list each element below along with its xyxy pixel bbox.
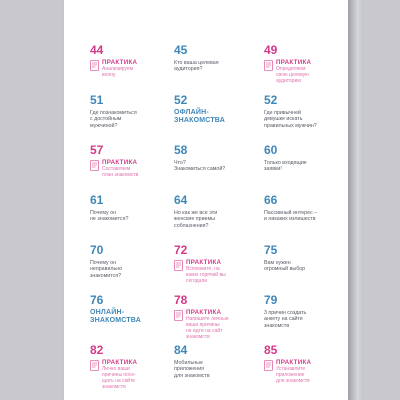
entry-title: Почему он не знакомится? xyxy=(90,210,129,223)
toc-section-entry xyxy=(90,294,154,341)
page-number: 64 xyxy=(174,193,188,207)
page-number: 72 xyxy=(174,243,188,257)
table-of-contents xyxy=(90,44,330,394)
entry-title: Где познакомиться с достойным мужчиной? xyxy=(90,110,137,129)
practice-title: Вспомните, на каких горячий вы сегодали xyxy=(186,266,226,284)
toc-entry xyxy=(90,94,154,141)
toc-entry xyxy=(264,94,336,141)
entry-title: Но как же все эти женские приемы соблазнения? xyxy=(174,210,218,229)
document-icon xyxy=(264,60,273,71)
page-number: 76 xyxy=(90,293,104,307)
practice-title: Анализируем волну xyxy=(102,66,134,78)
practice-block xyxy=(264,359,336,384)
page-number: 44 xyxy=(90,43,104,57)
toc-entry xyxy=(264,194,336,241)
practice-block xyxy=(174,259,244,284)
practice-block xyxy=(90,59,154,78)
practice-label: ПРАКТИКА xyxy=(276,359,312,366)
entry-title: 3 причин создать анкету на сайте знакомств xyxy=(264,310,307,329)
toc-practice-entry xyxy=(264,344,336,391)
toc-practice-entry xyxy=(264,44,336,91)
entry-title: Только входящие заявки! xyxy=(264,160,307,173)
book-spine xyxy=(348,0,364,400)
toc-entry xyxy=(90,244,154,291)
page-number: 49 xyxy=(264,43,278,57)
practice-block xyxy=(264,59,336,84)
toc-entry xyxy=(264,144,336,191)
page-number: 70 xyxy=(90,243,104,257)
practice-title: Лично ваши причины посе- щать на сайте знакомств xyxy=(102,366,136,390)
practice-label: ПРАКТИКА xyxy=(102,59,138,66)
practice-title: Устанавлите приложение для знакомств xyxy=(276,366,310,384)
page-number: 82 xyxy=(90,343,104,357)
toc-entry xyxy=(264,244,336,291)
practice-title: Определяем свою целевую аудиторию xyxy=(276,66,309,84)
entry-title: Кто ваша целевая аудитория? xyxy=(174,60,219,73)
page-number: 78 xyxy=(174,293,188,307)
page-number: 45 xyxy=(174,43,188,57)
toc-entry xyxy=(174,144,244,191)
document-icon xyxy=(90,60,99,71)
entry-title: Пассивный интерес – и никаких излишеств xyxy=(264,210,318,223)
page-number: 60 xyxy=(264,143,278,157)
page-number: 85 xyxy=(264,343,278,357)
page-number: 52 xyxy=(174,93,188,107)
practice-title: Составляем план знакомств xyxy=(102,166,139,178)
page-number: 58 xyxy=(174,143,188,157)
toc-practice-entry xyxy=(90,344,154,391)
entry-title: Вам нужен огромный выбор xyxy=(264,260,306,273)
toc-practice-entry xyxy=(90,144,154,191)
practice-block xyxy=(90,359,154,390)
toc-entry xyxy=(174,44,244,91)
practice-label: ПРАКТИКА xyxy=(186,309,222,316)
page-number: 75 xyxy=(264,243,278,257)
entry-title: Почему он неправильно знакомится? xyxy=(90,260,123,279)
entry-title: Мобильные приложения для знакомств xyxy=(174,360,210,379)
toc-entry xyxy=(264,294,336,341)
practice-label: ПРАКТИКА xyxy=(102,359,138,366)
page-number: 51 xyxy=(90,93,104,107)
toc-practice-entry xyxy=(174,244,244,291)
practice-label: ПРАКТИКА xyxy=(186,259,222,266)
practice-block xyxy=(174,309,244,340)
practice-label: ПРАКТИКА xyxy=(102,159,138,166)
page-number: 84 xyxy=(174,343,188,357)
toc-section-entry xyxy=(174,94,244,141)
page-number: 66 xyxy=(264,193,278,207)
section-title: ОНЛАЙН- ЗНАКОМСТВА xyxy=(90,309,141,324)
toc-entry xyxy=(174,344,244,391)
toc-practice-entry xyxy=(90,44,154,91)
toc-entry xyxy=(90,194,154,241)
document-icon xyxy=(174,310,183,321)
page-number: 57 xyxy=(90,143,104,157)
toc-practice-entry xyxy=(174,294,244,341)
document-icon xyxy=(90,160,99,171)
entry-title: Где привычней девушке искать правильных мужчин? xyxy=(264,110,317,129)
document-icon xyxy=(90,360,99,371)
toc-entry xyxy=(174,194,244,241)
practice-block xyxy=(90,159,154,178)
section-title: ОФЛАЙН- ЗНАКОМСТВА xyxy=(174,109,225,124)
page-number: 79 xyxy=(264,293,278,307)
practice-label: ПРАКТИКА xyxy=(276,59,312,66)
page-number: 61 xyxy=(90,193,104,207)
practice-title: Напишите личные ваши причины не идти на сайт знакомств xyxy=(186,316,229,340)
entry-title: Что? Знакомиться самой? xyxy=(174,160,226,173)
document-icon xyxy=(174,260,183,271)
document-icon xyxy=(264,360,273,371)
page-number: 52 xyxy=(264,93,278,107)
